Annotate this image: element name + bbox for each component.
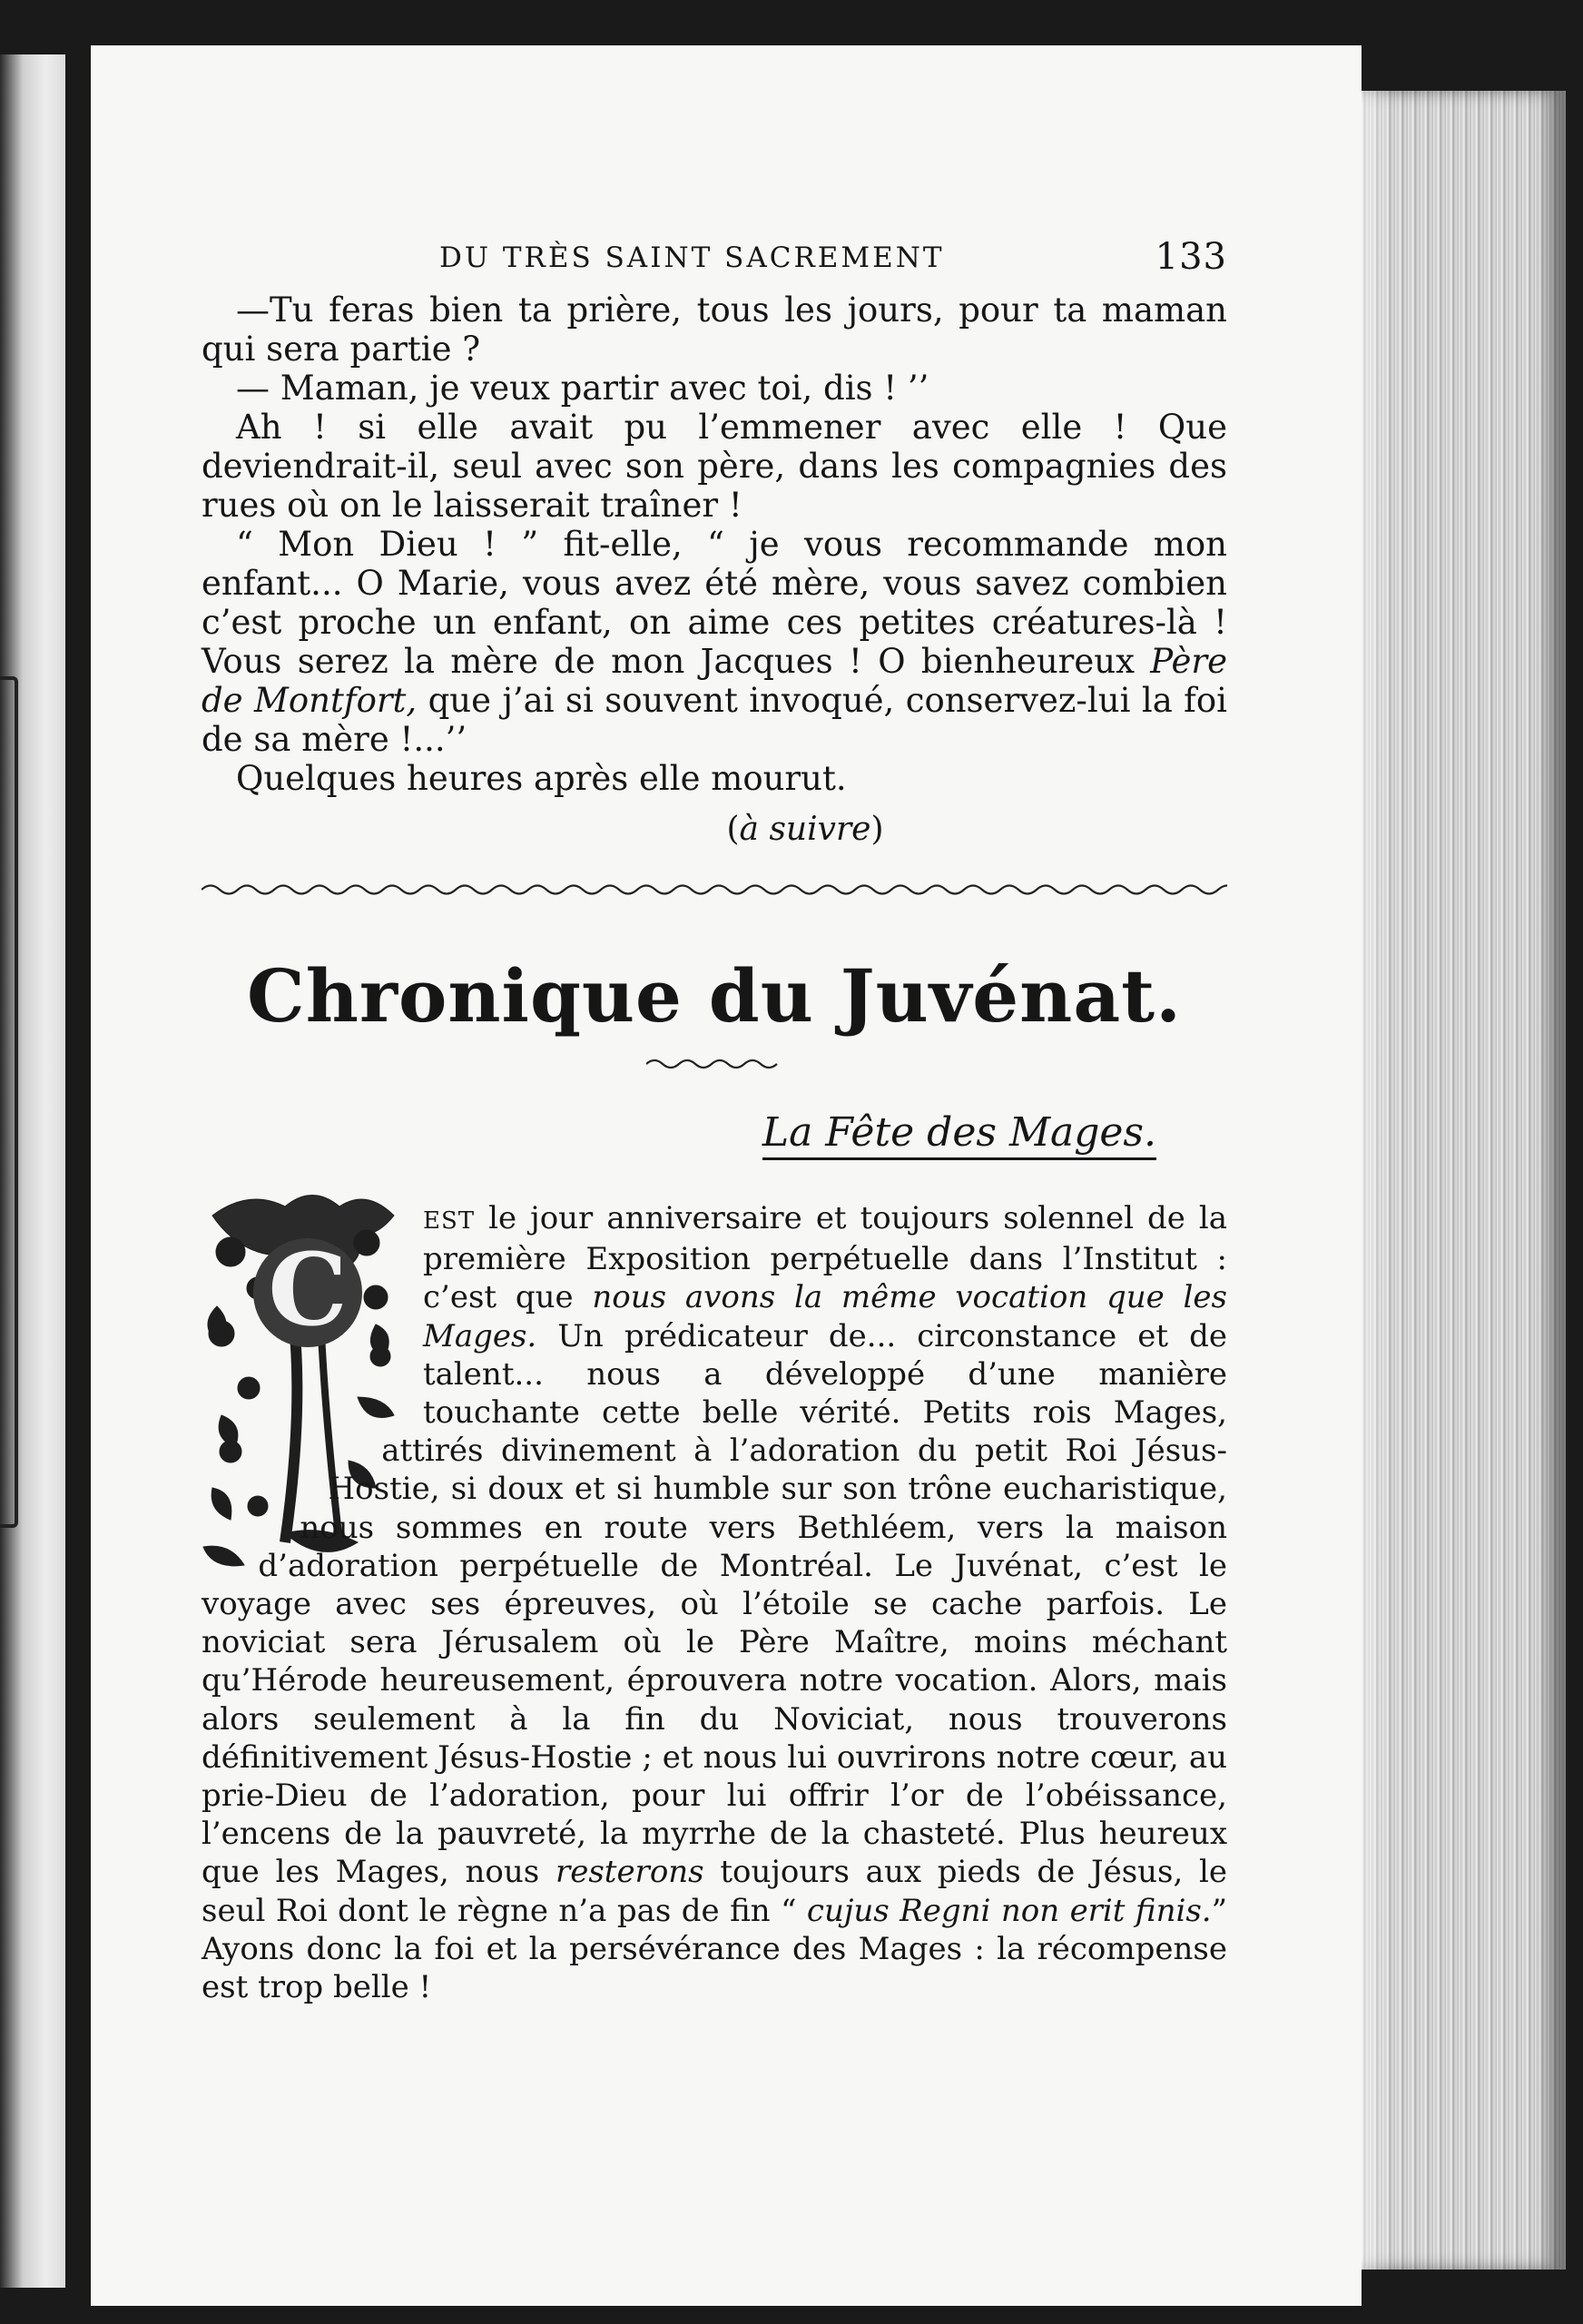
article-text: le jour anniversaire et toujours solennel de la première Exposition perpétuelle dans l’Institut : c’est que bbox=[423, 1200, 1227, 1316]
running-title: DU TRÈS SAINT SACREMENT bbox=[439, 241, 945, 274]
story-paragraph: Quelques heures après elle mourut. bbox=[236, 759, 847, 798]
article-text: toujours aux pieds de Jésus, le seul Roi dont le règne n’a pas de fin “ bbox=[202, 1854, 1227, 1929]
adjacent-page-ornament-border bbox=[0, 676, 18, 1528]
article-text: Un prédicateur de... circonstance et de talent... nous a développé d’une manière touchante cette belle vérité. Petits rois Mages, attirés divinement à l’adoration du petit Roi Jésus-Hostie, si doux et si humble sur son trône eucharistique, nous sommes en route vers Bethléem, vers la maison d’adoration perpétuelle de Montréal. Le Juvénat, c’est le voyage avec ses épreuves, où l’étoile se cache parfois. Le noviciat sera Jérusalem où le Père Maître, moins méchant qu’Hérode heureusement, éprouvera notre vocation. Alors, mais alors seulement à la fin du Noviciat, nous trouverons définitivement Jésus-Hostie ; et nous lui ouvrirons notre cœur, au prie-Dieu de l’adoration, pour lui offrir l’or de l’obéissance, l’encens de la pauvreté, la myrrhe de la chasteté. Plus heureux que les Mages, nous bbox=[202, 1317, 1227, 1891]
title-ornament bbox=[646, 1055, 782, 1073]
article-lead-word: EST bbox=[423, 1207, 476, 1235]
running-header bbox=[202, 236, 1227, 290]
article-italic: resterons bbox=[555, 1854, 704, 1891]
article-text: ” Ayons donc la foi et la persévérance des Mages : la récompense est trop belle ! bbox=[202, 1892, 1228, 2006]
text-column bbox=[202, 236, 1227, 2006]
book-page bbox=[91, 45, 1362, 2306]
article-body bbox=[202, 1199, 1227, 2006]
story-italic: Père de Montfort, bbox=[202, 642, 1227, 720]
article-subtitle-text: La Fête des Mages. bbox=[762, 1109, 1156, 1160]
story-paragraph: Ah ! si elle avait pu l’emmener avec elle ! Que deviendrait-il, seul avec son père, dans les compagnies des rues où on le laisserait traîner ! bbox=[202, 408, 1227, 525]
page-number: 133 bbox=[1155, 236, 1227, 278]
dropcap-letter: C bbox=[268, 1231, 348, 1348]
story-text: “ Mon Dieu ! ” fit-elle, “ je vous recommande mon enfant... O Marie, vous avez été mère, vous savez combien c’est proche un enfant, on aime ces petites créatures-là ! Vous serez la mère de mon Jacques ! O bienheureux bbox=[202, 525, 1227, 681]
article-subtitle bbox=[202, 1109, 1156, 1156]
story-paragraph: —Tu feras bien ta prière, tous les jours, pour ta maman qui sera partie ? bbox=[202, 290, 1227, 369]
to-be-continued: (à suivre) bbox=[726, 811, 884, 848]
section-title: Chronique du Juvénat. bbox=[247, 953, 1182, 1039]
article-italic: cujus Regni non erit finis. bbox=[806, 1892, 1212, 1929]
wavy-divider bbox=[202, 879, 1227, 901]
story-paragraph bbox=[202, 525, 1227, 759]
story-paragraph: — Maman, je veux partir avec toi, dis ! ’’ bbox=[236, 369, 929, 408]
article-italic: nous avons la même vocation que les Mages. bbox=[423, 1279, 1228, 1354]
page-stack-edges bbox=[1357, 91, 1566, 2270]
to-be-continued-text: à suivre bbox=[739, 811, 871, 848]
story-text: que j’ai si souvent invoqué, conservez-lui la foi de sa mère !...’’ bbox=[202, 681, 1227, 759]
